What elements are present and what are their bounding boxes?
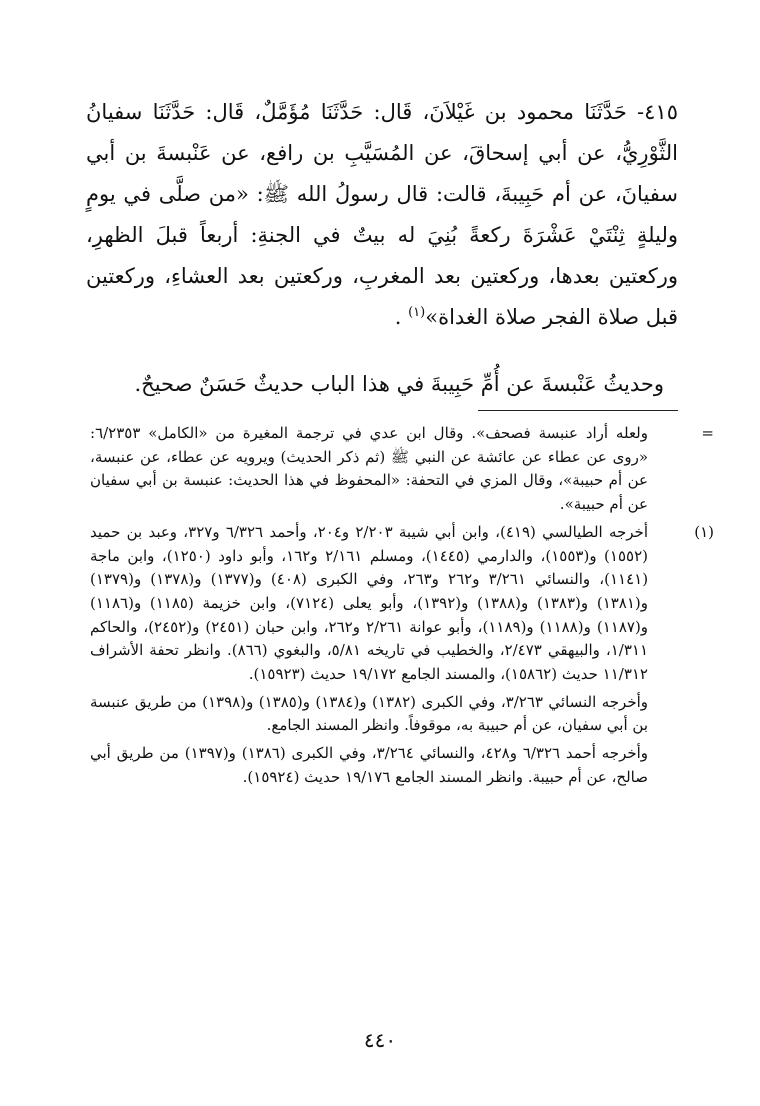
- footnote-1: [90, 521, 714, 687]
- page-number: ٤٤٠: [363, 1028, 397, 1052]
- hadith-text: [86, 92, 678, 338]
- footnote-reference: (١): [408, 305, 426, 320]
- footnote-marker: (١): [694, 522, 714, 541]
- hadith-body: ٤١٥- حَدَّثَنَا محمود بن غَيْلاَنَ، قَال: حَدَّثَنَا مُؤَمَّلٌ، قَال: حَدَّثَنَا سفيانُ الثَّوْرِيُّ، عن أبي إسحاقَ، عن المُسَيَّبِ بن رافع، عن عَنْبسةَ بن أبي سفيانَ، عن أم حَبِيبةَ، قالت: قال رسولُ الله ﷺ: «من صلَّى في يومٍ وليلةٍ ثِنْتَيْ عَشْرَةَ ركعةً بُنِيَ له بيتٌ في الجنةِ: أربعاً قبلَ الظهرِ، وركعتين بعدها، وركعتين بعد المغربِ، وركعتين بعد العشاءِ، وركعتين قبل صلاة الفجر صلاة الغداة»: [86, 100, 678, 329]
- footnotes-section: [90, 422, 714, 794]
- footnote-text: وأخرجه أحمد ٦/٣٢٦ و٤٢٨، والنسائي ٣/٢٦٤، وفي الكبرى (١٣٨٦) و(١٣٩٧) من طريق أبي صالح، عن أم حبيبة. وانظر المسند الجامع ١٩/١٧٦ حديث (١٥٩٢٤).: [90, 744, 649, 786]
- hadith-end: .: [394, 305, 409, 329]
- footnote-text: أخرجه الطيالسي (٤١٩)، وابن أبي شيبة ٢/٢٠٣ و٢٠٤، وأحمد ٦/٣٢٦ و٣٢٧، وعبد بن حميد (١٥٥٢) و(١٥٥٣)، والدارمي (١٤٤٥)، ومسلم ٢/١٦١ و١٦٢، وأبو داود (١٢٥٠)، وابن ماجة (١١٤١)، والنسائي ٣/٢٦١ و٢٦٢ و٢٦٣، وفي الكبرى (٤٠٨) و(١٣٧٧) و(١٣٧٨) و(١٣٧٩) و(١٣٨١) و(١٣٨٣) و(١٣٨٨) و(١٣٩٢)، وأبو يعلى (٧١٢٤)، وابن خزيمة (١١٨٥) و(١١٨٦) و(١١٨٧) و(١١٨٨) و(١١٨٩)، وأبو عوانة ٢/٢٦١ و٢٦٢، وابن حبان (٢٤٥١) و(٢٤٥٢)، والحاكم ١/٣١١، والبيهقي ٢/٤٧٣، والخطيب في تاريخه ٥/٨١، والبغوي (٨٦٦). وانظر تحفة الأشراف ١١/٣١٢ حديث (١٥٨٦٢)، والمسند الجامع ١٩/١٧٢ حديث (١٥٩٢٣).: [90, 522, 649, 684]
- footnote-divider: [478, 410, 678, 411]
- grading-statement: وحديثُ عَنْبسةَ عن أُمِّ حَبِيبةَ في هذا الباب حديثٌ حَسَنٌ صحيحٌ.: [134, 372, 664, 396]
- footnote-continuation: [90, 422, 714, 517]
- hadith-paragraph: [86, 92, 678, 338]
- footnote-1-paragraph-2: [90, 691, 682, 738]
- footnote-text: وأخرجه النسائي ٣/٢٦٣، وفي الكبرى (١٣٨٢) و(١٣٨٤) و(١٣٨٥) و(١٣٩٨) من طريق عنبسة بن أبي سفيان، عن أم حبيبة به، موقوفاً. وانظر المسند الجامع.: [90, 692, 649, 735]
- footnote-marker: =: [701, 424, 714, 442]
- footnote-1-paragraph-3: [90, 742, 682, 789]
- footnote-text: ولعله أراد عنبسة فصحف». وقال ابن عدي في ترجمة المغيرة من «الكامل» ٦/٢٣٥٣: «روى عن عطاء عن عائشة عن النبي ﷺ (ثم ذكر الحديث) ويرويه عن عطاء، عن عنبسة، عن أم حبيبة»، وقال المزي في التحفة: «المحفوظ في هذا الحديث: عنبسة بن أبي سفيان عن أم حبيبة».: [90, 424, 648, 514]
